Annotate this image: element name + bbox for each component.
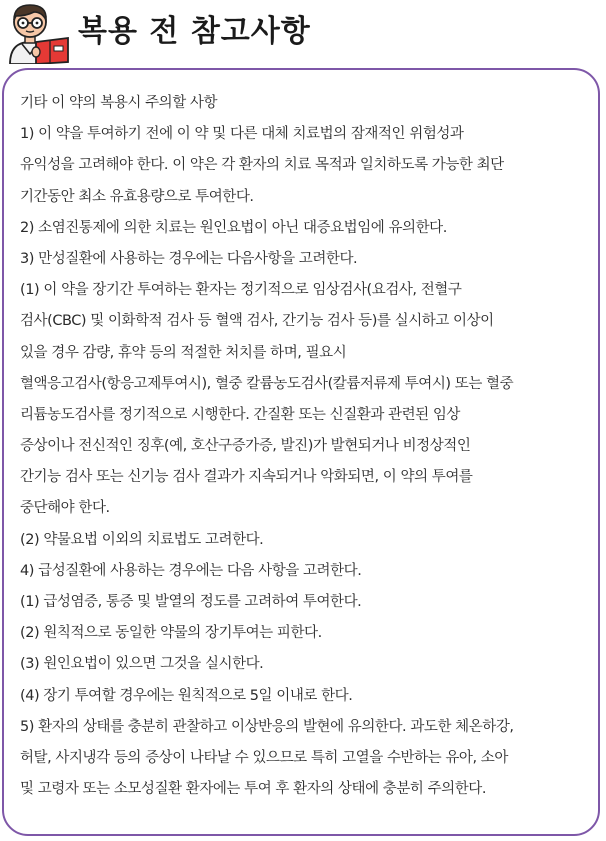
text-line: 혈액응고검사(항응고제투여시), 혈중 칼륨농도검사(칼륨저류제 투여시) 또는 혈중 — [20, 375, 514, 392]
text-line: 1) 이 약을 투여하기 전에 이 약 및 다른 대체 치료법의 잠재적인 위험성과 — [20, 126, 464, 143]
student-reading-book-icon — [2, 2, 70, 64]
text-line: 기간동안 최소 유효용량으로 투여한다. — [20, 188, 254, 205]
text-line: 리튬농도검사를 정기적으로 시행한다. 간질환 또는 신질환과 관련된 임상 — [20, 406, 460, 423]
text-line: 5) 환자의 상태를 충분히 관찰하고 이상반응의 발현에 유의한다. 과도한 체온하강, — [20, 718, 514, 735]
text-line: (1) 이 약을 장기간 투여하는 환자는 정기적으로 임상검사(요검사, 전혈구 — [20, 282, 462, 299]
text-line: 검사(CBC) 및 이화학적 검사 등 혈액 검사, 간기능 검사 등)를 실시하고 이상이 — [20, 313, 494, 330]
text-line: (2) 약물요법 이외의 치료법도 고려한다. — [20, 531, 264, 548]
text-line: 기타 이 약의 복용시 주의할 사항 — [20, 95, 218, 111]
precautions-text — [20, 88, 592, 805]
text-line: 있을 경우 감량, 휴약 등의 적절한 처치를 하며, 필요시 — [20, 344, 347, 361]
text-line: 2) 소염진통제에 의한 치료는 원인요법이 아닌 대증요법임에 유의한다. — [20, 219, 447, 236]
text-line: 유익성을 고려해야 한다. 이 약은 각 환자의 치료 목적과 일치하도록 가능한 최단 — [20, 157, 504, 174]
text-line: 중단해야 한다. — [20, 500, 110, 517]
text-line: 간기능 검사 또는 신기능 검사 결과가 지속되거나 악화되면, 이 약의 투여를 — [20, 469, 473, 486]
header — [0, 0, 606, 64]
text-line: 3) 만성질환에 사용하는 경우에는 다음사항을 고려한다. — [20, 250, 358, 267]
text-line: 허탈, 사지냉각 등의 증상이 나타날 수 있으므로 특히 고열을 수반하는 유아, 소아 — [20, 749, 508, 766]
text-line: (4) 장기 투여할 경우에는 원칙적으로 5일 이내로 한다. — [20, 687, 353, 704]
text-line: 및 고령자 또는 소모성질환 환자에는 투여 후 환자의 상태에 충분히 주의한다. — [20, 781, 487, 798]
text-line: 증상이나 전신적인 징후(예, 호산구증가증, 발진)가 발현되거나 비정상적인 — [20, 438, 471, 455]
page-title: 복용 전 참고사항 — [78, 14, 311, 49]
text-line: (2) 원칙적으로 동일한 약물의 장기투여는 피한다. — [20, 625, 322, 642]
text-line: (3) 원인요법이 있으면 그것을 실시한다. — [20, 656, 264, 673]
text-line: 4) 급성질환에 사용하는 경우에는 다음 사항을 고려한다. — [20, 562, 362, 579]
text-line: (1) 급성염증, 통증 및 발열의 정도를 고려하여 투여한다. — [20, 594, 362, 610]
